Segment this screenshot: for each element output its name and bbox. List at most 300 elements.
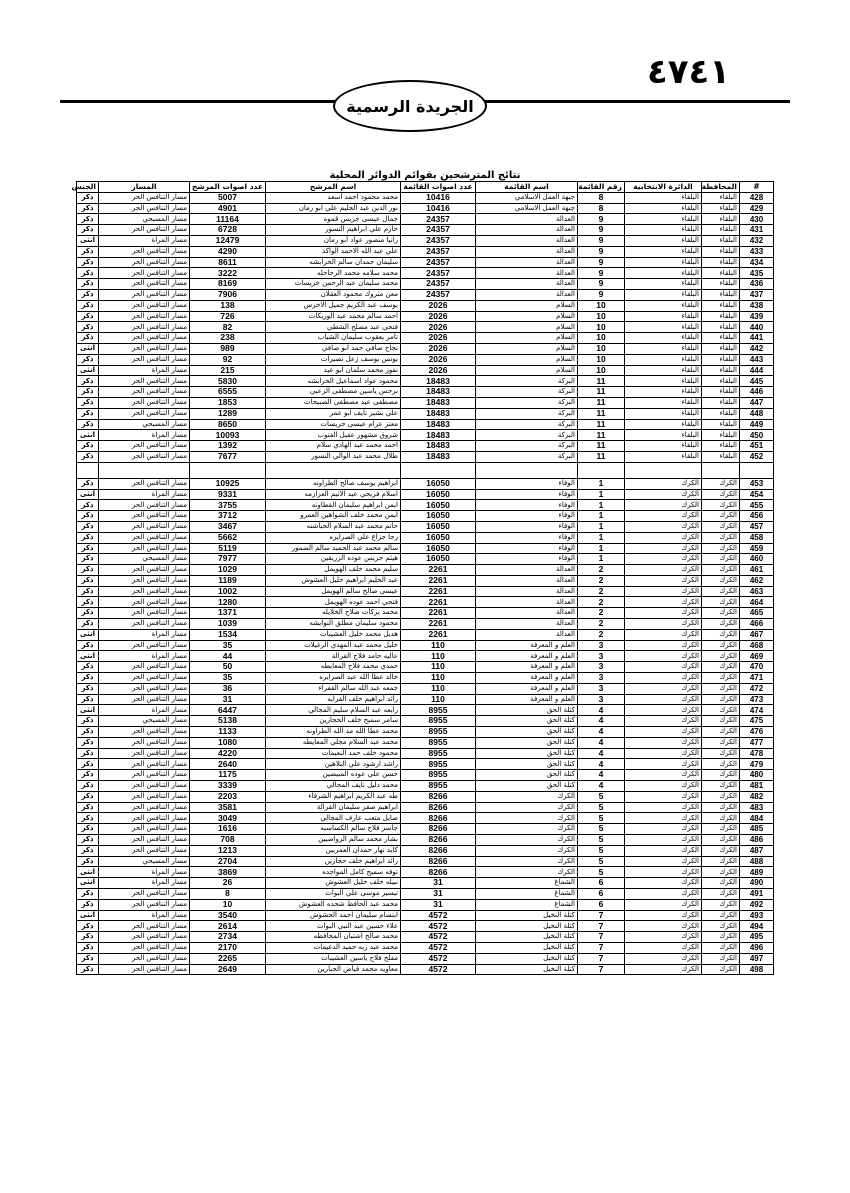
row-track: مسار التنافس الحر xyxy=(99,451,190,462)
row-candidate-votes: 3049 xyxy=(190,813,266,824)
row-track: مسار التنافس الحر xyxy=(99,964,190,975)
row-governorate: البلقاء xyxy=(702,343,740,354)
row-track: مسار التنافس الحر xyxy=(99,257,190,268)
row-track: مسار التنافس الحر xyxy=(99,942,190,953)
row-seq: 491 xyxy=(740,889,774,900)
row-list-votes: 8266 xyxy=(401,813,476,824)
row-candidate-votes: 1189 xyxy=(190,575,266,586)
row-list-number: 11 xyxy=(578,441,625,452)
row-gender: ذكر xyxy=(77,565,99,576)
row-list-name: الكرك xyxy=(476,791,578,802)
row-district: البلقاء xyxy=(625,333,702,344)
row-list-number: 2 xyxy=(578,565,625,576)
row-track: مسار التنافس الحر xyxy=(99,921,190,932)
row-list-number: 9 xyxy=(578,279,625,290)
row-list-name: العلم و المعرفة xyxy=(476,651,578,662)
row-candidate-name: محمد صالح اشتيان المحافظه xyxy=(266,932,401,943)
row-track: مسار التنافس الحر xyxy=(99,322,190,333)
row-candidate-votes: 7977 xyxy=(190,554,266,565)
row-seq: 489 xyxy=(740,867,774,878)
row-gender: انثى xyxy=(77,343,99,354)
row-seq: 446 xyxy=(740,387,774,398)
row-district: الكرك xyxy=(625,629,702,640)
row-track: مسار التنافس الحر xyxy=(99,759,190,770)
row-list-number: 9 xyxy=(578,246,625,257)
row-list-name: كتلة الحق xyxy=(476,705,578,716)
row-gender: انثى xyxy=(77,705,99,716)
row-governorate: البلقاء xyxy=(702,279,740,290)
row-candidate-name: توفه سميح كامل المواجده xyxy=(266,867,401,878)
row-seq: 492 xyxy=(740,899,774,910)
row-list-votes: 2261 xyxy=(401,575,476,586)
row-list-name: الكرك xyxy=(476,813,578,824)
row-governorate: الكرك xyxy=(702,932,740,943)
row-list-name: العدالة xyxy=(476,608,578,619)
row-list-name: العدالة xyxy=(476,214,578,225)
row-district: الكرك xyxy=(625,511,702,522)
row-list-votes: 4572 xyxy=(401,910,476,921)
row-list-number: 1 xyxy=(578,500,625,511)
row-track: مسار المسيحي xyxy=(99,419,190,430)
table-row xyxy=(77,824,774,835)
row-candidate-name: ابراهيم يوسف صالح الطراونه xyxy=(266,478,401,489)
row-list-number: 4 xyxy=(578,759,625,770)
table-row xyxy=(77,279,774,290)
col-header-candidate-name: اسم المرشح xyxy=(266,182,401,193)
row-candidate-name: راشد ارشود علي التلاهين xyxy=(266,759,401,770)
row-candidate-votes: 215 xyxy=(190,365,266,376)
table-row xyxy=(77,365,774,376)
page-number: ٤٧٤١ xyxy=(646,52,730,92)
row-district: البلقاء xyxy=(625,279,702,290)
row-gender: انثى xyxy=(77,867,99,878)
row-candidate-votes: 3540 xyxy=(190,910,266,921)
row-gender: ذكر xyxy=(77,279,99,290)
row-list-number: 4 xyxy=(578,748,625,759)
row-governorate: الكرك xyxy=(702,716,740,727)
row-track: مسار المراة xyxy=(99,365,190,376)
row-gender: ذكر xyxy=(77,716,99,727)
row-candidate-name: هيثم جريس عوده الزريقين xyxy=(266,554,401,565)
row-seq: 473 xyxy=(740,694,774,705)
row-candidate-votes: 6555 xyxy=(190,387,266,398)
row-list-name: الكرك xyxy=(476,824,578,835)
row-track: مسار التنافس الحر xyxy=(99,694,190,705)
row-list-votes: 8266 xyxy=(401,791,476,802)
row-list-name: العدالة xyxy=(476,225,578,236)
table-separator-row xyxy=(77,462,774,478)
table-row xyxy=(77,705,774,716)
row-candidate-votes: 2170 xyxy=(190,942,266,953)
row-track: مسار المراة xyxy=(99,629,190,640)
row-candidate-name: جمعه عبد الله سالم القفراء xyxy=(266,683,401,694)
row-list-number: 10 xyxy=(578,365,625,376)
separator-cell xyxy=(77,462,99,478)
row-track: مسار التنافس الحر xyxy=(99,586,190,597)
row-list-name: كتلة الحق xyxy=(476,727,578,738)
row-list-name: البركة xyxy=(476,387,578,398)
row-governorate: الكرك xyxy=(702,575,740,586)
row-list-name: كتلة الحق xyxy=(476,759,578,770)
row-governorate: الكرك xyxy=(702,651,740,662)
table-row xyxy=(77,781,774,792)
row-track: مسار المراة xyxy=(99,867,190,878)
row-track: مسار التنافس الحر xyxy=(99,532,190,543)
row-track: مسار التنافس الحر xyxy=(99,289,190,300)
row-candidate-votes: 1213 xyxy=(190,845,266,856)
row-list-number: 9 xyxy=(578,289,625,300)
row-track: مسار التنافس الحر xyxy=(99,748,190,759)
table-row xyxy=(77,748,774,759)
row-governorate: الكرك xyxy=(702,608,740,619)
table-row xyxy=(77,311,774,322)
row-list-name: كتلة النخيل xyxy=(476,953,578,964)
row-gender: ذكر xyxy=(77,748,99,759)
row-governorate: الكرك xyxy=(702,791,740,802)
row-governorate: البلقاء xyxy=(702,419,740,430)
table-row xyxy=(77,953,774,964)
row-candidate-name: حسن علي عوده المبيضين xyxy=(266,770,401,781)
row-candidate-votes: 8 xyxy=(190,889,266,900)
row-list-number: 5 xyxy=(578,824,625,835)
row-candidate-votes: 2614 xyxy=(190,921,266,932)
row-district: الكرك xyxy=(625,597,702,608)
row-list-votes: 18483 xyxy=(401,408,476,419)
row-track: مسار التنافس الحر xyxy=(99,727,190,738)
row-gender: انثى xyxy=(77,651,99,662)
row-list-number: 3 xyxy=(578,651,625,662)
row-list-name: السلام xyxy=(476,322,578,333)
row-governorate: الكرك xyxy=(702,511,740,522)
row-list-number: 1 xyxy=(578,489,625,500)
table-row xyxy=(77,408,774,419)
row-seq: 452 xyxy=(740,451,774,462)
row-candidate-votes: 3339 xyxy=(190,781,266,792)
row-list-name: البركة xyxy=(476,397,578,408)
row-seq: 449 xyxy=(740,419,774,430)
row-track: مسار التنافس الحر xyxy=(99,387,190,398)
row-list-number: 11 xyxy=(578,419,625,430)
table-row xyxy=(77,716,774,727)
row-candidate-votes: 1371 xyxy=(190,608,266,619)
row-list-votes: 110 xyxy=(401,673,476,684)
row-list-votes: 110 xyxy=(401,640,476,651)
row-seq: 445 xyxy=(740,376,774,387)
row-list-name: العلم و المعرفة xyxy=(476,683,578,694)
row-gender: ذكر xyxy=(77,225,99,236)
row-candidate-votes: 1534 xyxy=(190,629,266,640)
row-list-votes: 31 xyxy=(401,899,476,910)
row-track: مسار المسيحي xyxy=(99,214,190,225)
row-list-name: البركة xyxy=(476,376,578,387)
row-seq: 450 xyxy=(740,430,774,441)
row-seq: 490 xyxy=(740,878,774,889)
row-district: الكرك xyxy=(625,575,702,586)
row-gender: انثى xyxy=(77,878,99,889)
row-list-votes: 24357 xyxy=(401,289,476,300)
row-candidate-name: احمد محمد عبد الهادي سلام xyxy=(266,441,401,452)
row-track: مسار التنافس الحر xyxy=(99,311,190,322)
row-track: مسار التنافس الحر xyxy=(99,268,190,279)
row-seq: 480 xyxy=(740,770,774,781)
row-track: مسار التنافس الحر xyxy=(99,662,190,673)
row-district: الكرك xyxy=(625,791,702,802)
row-list-number: 2 xyxy=(578,629,625,640)
row-track: مسار التنافس الحر xyxy=(99,619,190,630)
row-district: البلقاء xyxy=(625,214,702,225)
row-governorate: الكرك xyxy=(702,878,740,889)
row-track: مسار التنافس الحر xyxy=(99,521,190,532)
row-governorate: الكرك xyxy=(702,489,740,500)
row-track: مسار التنافس الحر xyxy=(99,575,190,586)
row-seq: 428 xyxy=(740,192,774,203)
row-list-number: 4 xyxy=(578,727,625,738)
table-row xyxy=(77,354,774,365)
results-table-container xyxy=(71,181,773,975)
row-candidate-votes: 2640 xyxy=(190,759,266,770)
row-track: مسار التنافس الحر xyxy=(99,824,190,835)
row-list-votes: 4572 xyxy=(401,953,476,964)
row-list-votes: 24357 xyxy=(401,268,476,279)
row-candidate-votes: 2734 xyxy=(190,932,266,943)
row-candidate-votes: 2265 xyxy=(190,953,266,964)
row-candidate-votes: 3222 xyxy=(190,268,266,279)
separator-cell xyxy=(99,462,190,478)
row-governorate: البلقاء xyxy=(702,300,740,311)
row-list-votes: 8955 xyxy=(401,727,476,738)
row-district: الكرك xyxy=(625,478,702,489)
row-district: الكرك xyxy=(625,781,702,792)
col-header-track: المسار xyxy=(99,182,190,193)
row-seq: 493 xyxy=(740,910,774,921)
row-list-number: 11 xyxy=(578,451,625,462)
row-list-votes: 8266 xyxy=(401,867,476,878)
row-list-name: العدالة xyxy=(476,619,578,630)
row-track: مسار التنافس الحر xyxy=(99,192,190,203)
row-seq: 438 xyxy=(740,300,774,311)
row-candidate-name: بشار محمد سالم الرواضيين xyxy=(266,835,401,846)
row-candidate-name: جمال عيسى جريس قموه xyxy=(266,214,401,225)
row-governorate: الكرك xyxy=(702,554,740,565)
row-seq: 468 xyxy=(740,640,774,651)
row-gender: ذكر xyxy=(77,662,99,673)
table-header-row xyxy=(77,182,774,193)
row-list-votes: 16050 xyxy=(401,489,476,500)
row-candidate-votes: 1392 xyxy=(190,441,266,452)
row-candidate-votes: 1133 xyxy=(190,727,266,738)
row-candidate-name: علي عبد الله الاحمد الواكد xyxy=(266,246,401,257)
row-list-votes: 16050 xyxy=(401,532,476,543)
row-candidate-votes: 10925 xyxy=(190,478,266,489)
row-gender: ذكر xyxy=(77,791,99,802)
row-list-number: 3 xyxy=(578,640,625,651)
row-list-number: 6 xyxy=(578,889,625,900)
row-list-votes: 4572 xyxy=(401,942,476,953)
row-gender: ذكر xyxy=(77,192,99,203)
row-candidate-name: اسلام فريحي عبد الاثيم العزازمه xyxy=(266,489,401,500)
results-table xyxy=(71,181,774,975)
row-candidate-name: تيسير موسى علي البوات xyxy=(266,889,401,900)
row-list-name: كتلة الحق xyxy=(476,716,578,727)
row-candidate-votes: 708 xyxy=(190,835,266,846)
row-governorate: البلقاء xyxy=(702,365,740,376)
row-list-name: السلام xyxy=(476,343,578,354)
row-list-name: كتلة الحق xyxy=(476,781,578,792)
row-candidate-name: خليل محمد عبد المهدي الزغيلات xyxy=(266,640,401,651)
row-list-name: الوفاء xyxy=(476,532,578,543)
row-governorate: البلقاء xyxy=(702,246,740,257)
row-candidate-votes: 726 xyxy=(190,311,266,322)
row-district: البلقاء xyxy=(625,246,702,257)
row-track: مسار التنافس الحر xyxy=(99,511,190,522)
row-gender: ذكر xyxy=(77,802,99,813)
row-list-number: 7 xyxy=(578,910,625,921)
row-gender: ذكر xyxy=(77,921,99,932)
row-governorate: الكرك xyxy=(702,683,740,694)
row-list-name: الوفاء xyxy=(476,511,578,522)
table-row xyxy=(77,268,774,279)
row-governorate: الكرك xyxy=(702,910,740,921)
row-candidate-votes: 138 xyxy=(190,300,266,311)
row-governorate: البلقاء xyxy=(702,376,740,387)
row-candidate-name: محمد عبد السلام مجلي المعايطه xyxy=(266,737,401,748)
row-seq: 478 xyxy=(740,748,774,759)
row-candidate-votes: 989 xyxy=(190,343,266,354)
row-candidate-name: ايمن ابراهيم سليمان القطاونه xyxy=(266,500,401,511)
row-list-name: العدالة xyxy=(476,597,578,608)
row-list-votes: 2026 xyxy=(401,333,476,344)
table-row xyxy=(77,397,774,408)
row-list-votes: 2261 xyxy=(401,608,476,619)
table-row xyxy=(77,532,774,543)
row-track: مسار التنافس الحر xyxy=(99,737,190,748)
row-district: الكرك xyxy=(625,813,702,824)
row-seq: 441 xyxy=(740,333,774,344)
row-track: مسار التنافس الحر xyxy=(99,802,190,813)
row-candidate-name: كايد نهار حمدان العمريين xyxy=(266,845,401,856)
table-body xyxy=(77,192,774,975)
row-list-name: الوفاء xyxy=(476,521,578,532)
row-track: مسار التنافس الحر xyxy=(99,397,190,408)
row-list-name: الوفاء xyxy=(476,543,578,554)
row-seq: 435 xyxy=(740,268,774,279)
table-row xyxy=(77,673,774,684)
row-candidate-name: طلال محمد عبد الوالي النسور xyxy=(266,451,401,462)
row-list-number: 5 xyxy=(578,791,625,802)
row-list-number: 2 xyxy=(578,586,625,597)
row-track: مسار التنافس الحر xyxy=(99,673,190,684)
row-list-number: 4 xyxy=(578,770,625,781)
row-list-votes: 24357 xyxy=(401,214,476,225)
row-governorate: البلقاء xyxy=(702,430,740,441)
row-candidate-votes: 7906 xyxy=(190,289,266,300)
table-row xyxy=(77,478,774,489)
row-list-votes: 24357 xyxy=(401,235,476,246)
row-list-number: 5 xyxy=(578,835,625,846)
row-seq: 431 xyxy=(740,225,774,236)
row-candidate-name: نجاح صافي حمد ابو صافي xyxy=(266,343,401,354)
row-candidate-name: سليمان حمدان سالم الخرابشه xyxy=(266,257,401,268)
row-governorate: الكرك xyxy=(702,619,740,630)
row-gender: ذكر xyxy=(77,419,99,430)
row-candidate-name: سالم محمد عبد الحميد سالم الضمور xyxy=(266,543,401,554)
row-governorate: الكرك xyxy=(702,781,740,792)
table-row xyxy=(77,500,774,511)
row-list-votes: 8266 xyxy=(401,802,476,813)
row-gender: ذكر xyxy=(77,640,99,651)
row-list-name: كتلة النخيل xyxy=(476,910,578,921)
row-list-votes: 2026 xyxy=(401,343,476,354)
row-list-votes: 8955 xyxy=(401,748,476,759)
row-list-number: 5 xyxy=(578,845,625,856)
row-list-name: العدالة xyxy=(476,279,578,290)
table-row xyxy=(77,770,774,781)
row-candidate-votes: 5138 xyxy=(190,716,266,727)
row-list-name: البركة xyxy=(476,419,578,430)
row-candidate-name: رائد ابراهيم خلف الفرايه xyxy=(266,694,401,705)
row-seq: 453 xyxy=(740,478,774,489)
table-row xyxy=(77,878,774,889)
row-list-name: السلام xyxy=(476,311,578,322)
table-row xyxy=(77,235,774,246)
table-row xyxy=(77,430,774,441)
row-list-name: السلام xyxy=(476,333,578,344)
table-row xyxy=(77,662,774,673)
row-track: مسار المسيحي xyxy=(99,856,190,867)
separator-cell xyxy=(740,462,774,478)
row-list-number: 8 xyxy=(578,192,625,203)
row-gender: ذكر xyxy=(77,694,99,705)
row-governorate: الكرك xyxy=(702,889,740,900)
row-list-number: 10 xyxy=(578,333,625,344)
row-list-number: 4 xyxy=(578,716,625,727)
row-candidate-votes: 8650 xyxy=(190,419,266,430)
row-gender: ذكر xyxy=(77,408,99,419)
row-governorate: البلقاء xyxy=(702,225,740,236)
row-governorate: الكرك xyxy=(702,964,740,975)
row-governorate: الكرك xyxy=(702,673,740,684)
row-district: الكرك xyxy=(625,662,702,673)
row-list-number: 1 xyxy=(578,511,625,522)
row-gender: ذكر xyxy=(77,770,99,781)
row-track: مسار التنافس الحر xyxy=(99,279,190,290)
row-candidate-name: محمد عبد الحافظ شحده العشوش xyxy=(266,899,401,910)
row-seq: 439 xyxy=(740,311,774,322)
table-row xyxy=(77,889,774,900)
row-governorate: الكرك xyxy=(702,845,740,856)
row-district: الكرك xyxy=(625,942,702,953)
row-list-votes: 2026 xyxy=(401,311,476,322)
row-district: الكرك xyxy=(625,921,702,932)
row-governorate: الكرك xyxy=(702,737,740,748)
row-candidate-name: رجا جزاع علي الصرايره xyxy=(266,532,401,543)
row-seq: 483 xyxy=(740,802,774,813)
col-header-gender: الجنس xyxy=(77,182,99,193)
row-list-name: الكرك xyxy=(476,845,578,856)
row-list-number: 4 xyxy=(578,705,625,716)
row-list-votes: 10416 xyxy=(401,203,476,214)
row-governorate: الكرك xyxy=(702,727,740,738)
row-gender: ذكر xyxy=(77,478,99,489)
row-seq: 481 xyxy=(740,781,774,792)
row-candidate-name: مفلح فلاح ياسين العشيبات xyxy=(266,953,401,964)
row-track: مسار التنافس الحر xyxy=(99,791,190,802)
row-district: الكرك xyxy=(625,770,702,781)
row-seq: 459 xyxy=(740,543,774,554)
row-gender: ذكر xyxy=(77,608,99,619)
table-row xyxy=(77,387,774,398)
row-list-number: 9 xyxy=(578,257,625,268)
